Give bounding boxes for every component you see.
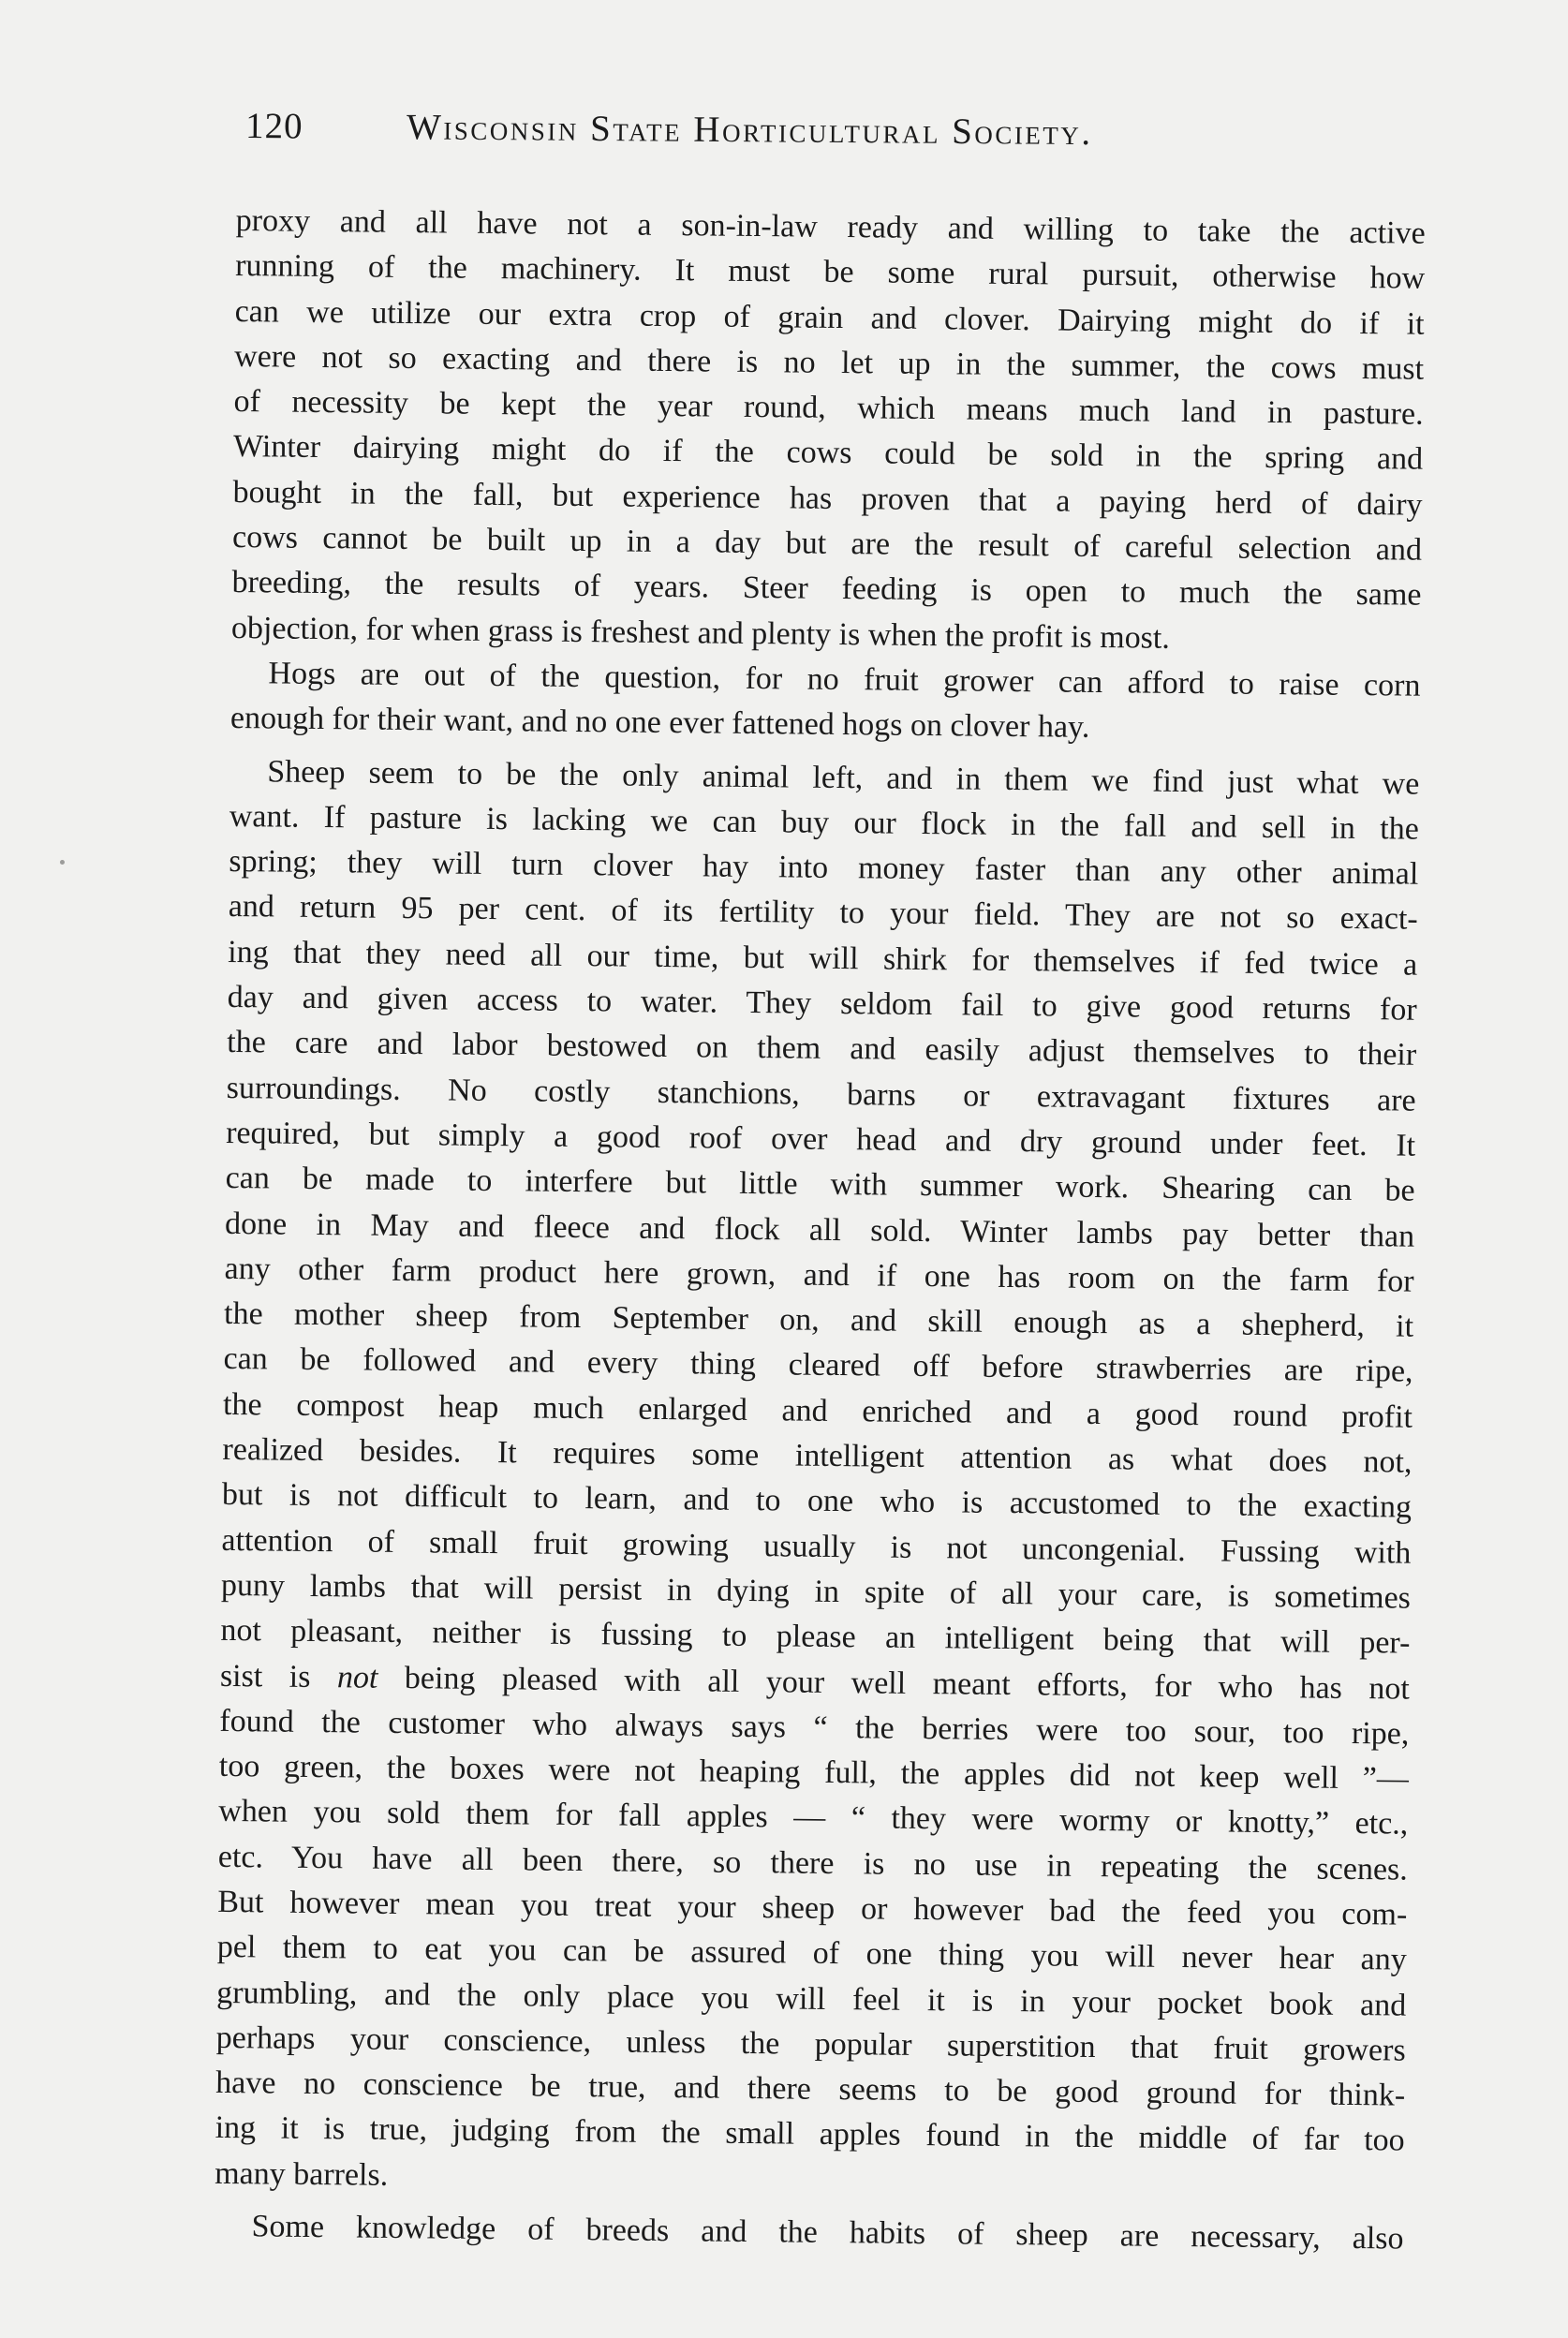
text-line: bought in the fall, but experience has proven that a paying herd of dairy — [232, 474, 1423, 523]
text-line: cows cannot be built up in a day but are the result of careful selection and — [231, 520, 1423, 568]
text-line: ing it is true, judging from the small apples found in the middle of far too — [214, 2110, 1405, 2159]
running-head — [245, 105, 1304, 170]
text-line: found the customer who always says “ the berries were too sour, too ripe, — [219, 1703, 1410, 1752]
text-line: the compost heap much enlarged and enriched and a good round profit — [222, 1386, 1413, 1435]
text-line: of necessity be kept the year round, which means much land in pasture. — [233, 384, 1424, 432]
text-line: the care and labor bestowed on them and easily adjust themselves to their — [227, 1025, 1417, 1073]
text-line: any other farm product here grown, and if one has room on the farm for — [224, 1250, 1414, 1299]
text-line: too green, the boxes were not heaping full, the apples did not keep well ”— — [218, 1748, 1410, 1797]
text-line: perhaps your conscience, unless the popular superstition that fruit growers — [215, 2020, 1406, 2068]
text-line: want. If pasture is lacking we can buy our flock in the fall and sell in the — [229, 798, 1419, 847]
text-line: many barrels. — [214, 2155, 389, 2193]
line-lead: sist is — [219, 1658, 338, 1694]
text-line: attention of small fruit growing usually is not uncongenial. Fussing with — [221, 1522, 1412, 1571]
text-line: enough for their want, and no one ever fattened hogs on clover hay. — [229, 701, 1090, 746]
text-line: can we utilize our extra crop of grain and clover. Dairying might do if it — [234, 293, 1425, 342]
paragraph-start-line: Hogs are out of the question, for no fruit grower can afford to raise corn — [268, 656, 1421, 703]
text-line: have no conscience be true, and there seems to be good ground for think- — [215, 2065, 1406, 2113]
text-line: But however mean you treat your sheep or however bad the feed you com- — [217, 1884, 1408, 1932]
text-line: were not so exacting and there is no let up in the summer, the cows must — [233, 338, 1425, 387]
paper-speck — [60, 860, 65, 865]
line-rest: being pleased with all your well meant efforts, for who has not — [377, 1660, 1411, 1707]
paragraph-start-line: Some knowledge of breeds and the habits of sheep are necessary, also — [251, 2209, 1404, 2257]
text-line: can be made to interfere but little with summer work. Shearing can be — [225, 1161, 1415, 1208]
paragraph-start-line: Sheep seem to be the only animal left, and in them we find just what we — [267, 753, 1420, 802]
text-line: not pleasant, neither is fussing to please an intelligent being that will per- — [220, 1613, 1411, 1661]
emphasized-word: not — [336, 1659, 378, 1695]
text-line: puny lambs that will persist in dying in spite of all your care, is sometimes — [220, 1567, 1412, 1616]
running-title: Wisconsin State Horticultural Society. — [406, 107, 1093, 154]
text-line: spring; they will turn clover hay into money faster than any other animal — [229, 844, 1419, 892]
text-line: grumbling, and the only place you will feel it is in your pocket book and — [216, 1975, 1407, 2023]
text-line: and return 95 per cent. of its fertility to your field. They are not so exact- — [228, 889, 1418, 938]
text-line: but is not difficult to learn, and to one who is accustomed to the exacting — [221, 1477, 1413, 1525]
text-line: when you sold them for fall apples — “ they were wormy or knotty,” etc., — [218, 1794, 1409, 1842]
text-line: running of the machinery. It must be some rural pursuit, otherwise how — [235, 248, 1426, 297]
text-line: etc. You have all been there, so there is no use in repeating the scenes. — [217, 1839, 1408, 1887]
text-line: pel them to eat you can be assured of one thing you will never hear any — [216, 1930, 1407, 1977]
text-line: Winter dairying might do if the cows could be sold in the spring and — [232, 429, 1424, 478]
text-line: ing that they need all our time, but will shirk for themselves if fed twice a — [228, 934, 1418, 983]
text-line: objection, for when grass is freshest and plenty is when the profit is most. — [230, 610, 1171, 656]
text-line: can be followed and every thing cleared off before strawberries are ripe, — [223, 1341, 1413, 1390]
text-line: done in May and fleece and flock all sold. Winter lambs pay better than — [224, 1206, 1415, 1254]
text-line: proxy and all have not a son-in-law ready and willing to take the active — [235, 202, 1426, 251]
text-line: the mother sheep from September on, and skill enough as a shepherd, it — [223, 1296, 1414, 1344]
text-line: realized besides. It requires some intelligent attention as what does not, — [222, 1431, 1413, 1480]
text-line: day and given access to water. They seldom fail to give good returns for — [227, 979, 1417, 1028]
text-line: required, but simply a good roof over head and dry ground under feet. It — [226, 1115, 1416, 1163]
text-line: breeding, the results of years. Steer feeding is open to much the same — [231, 565, 1422, 614]
body-text — [214, 199, 1426, 2262]
text-line: surroundings. No costly stanchions, barns or extravagant fixtures are — [226, 1070, 1416, 1118]
page-number: 120 — [244, 106, 303, 147]
